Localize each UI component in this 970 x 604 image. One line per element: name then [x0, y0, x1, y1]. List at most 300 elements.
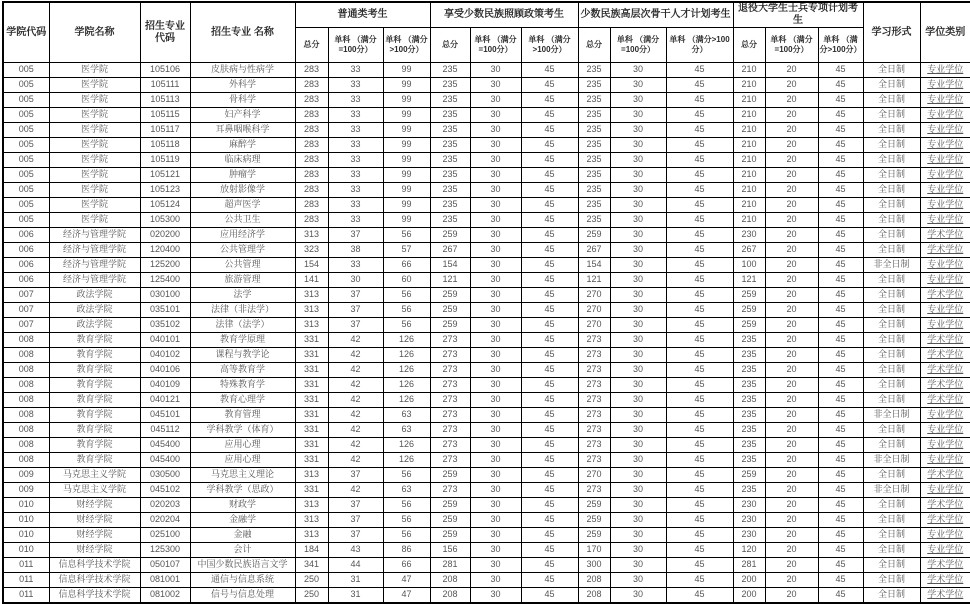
college-code-cell: 011 [3, 558, 49, 573]
degree-type-cell: 专业学位 [920, 78, 970, 93]
study-form-cell: 全日制 [863, 378, 920, 393]
table-row [3, 423, 970, 438]
college-name-cell: 医学院 [49, 123, 140, 138]
table-row [3, 78, 970, 93]
g2-single-eq100-cell: 30 [470, 108, 521, 123]
degree-type-cell: 专业学位 [920, 93, 970, 108]
g3-single-eq100-cell: 30 [610, 333, 666, 348]
degree-type-cell: 专业学位 [920, 198, 970, 213]
g2-total-cell: 235 [430, 78, 470, 93]
major-name-cell: 学科教学（体育） [190, 423, 295, 438]
g3-single-eq100-cell: 30 [610, 93, 666, 108]
g4-total-cell: 235 [733, 423, 765, 438]
table-row [3, 438, 970, 453]
g3-single-eq100-cell: 30 [610, 168, 666, 183]
college-name-cell: 教育学院 [49, 333, 140, 348]
g1-total-cell: 331 [295, 348, 328, 363]
major-name-cell: 法律（非法学） [190, 303, 295, 318]
g3-single-eq100-cell: 30 [610, 378, 666, 393]
g4-total-cell: 210 [733, 183, 765, 198]
header-g1-single-eq100: 单科 （满分=100分） [328, 28, 383, 63]
g1-total-cell: 283 [295, 78, 328, 93]
major-code-cell: 050107 [140, 558, 190, 573]
header-major-name: 招生专业 名称 [190, 2, 295, 63]
g3-total-cell: 270 [578, 303, 610, 318]
g1-total-cell: 331 [295, 333, 328, 348]
g1-single-eq100-cell: 33 [328, 213, 383, 228]
g3-single-eq100-cell: 30 [610, 588, 666, 604]
table-row [3, 258, 970, 273]
g1-total-cell: 313 [295, 513, 328, 528]
g3-single-eq100-cell: 30 [610, 63, 666, 78]
g1-single-eq100-cell: 37 [328, 288, 383, 303]
college-code-cell: 008 [3, 408, 49, 423]
g2-total-cell: 208 [430, 573, 470, 588]
g4-total-cell: 267 [733, 243, 765, 258]
g1-single-eq100-cell: 33 [328, 63, 383, 78]
table-row [3, 393, 970, 408]
g3-total-cell: 273 [578, 333, 610, 348]
g3-total-cell: 121 [578, 273, 610, 288]
g3-single-gt100-cell: 45 [666, 453, 733, 468]
g4-total-cell: 259 [733, 288, 765, 303]
g2-single-eq100-cell: 30 [470, 453, 521, 468]
g1-total-cell: 283 [295, 108, 328, 123]
g1-total-cell: 313 [295, 468, 328, 483]
g4-total-cell: 200 [733, 573, 765, 588]
g3-single-gt100-cell: 45 [666, 288, 733, 303]
g3-single-eq100-cell: 30 [610, 318, 666, 333]
g4-total-cell: 259 [733, 468, 765, 483]
header-g4-single-eq100: 单科 （满分=100分） [765, 28, 818, 63]
g1-total-cell: 283 [295, 93, 328, 108]
major-name-cell: 会计 [190, 543, 295, 558]
major-code-cell: 040121 [140, 393, 190, 408]
table-row [3, 513, 970, 528]
degree-type-cell: 学术学位 [920, 513, 970, 528]
g4-single-eq100-cell: 20 [765, 483, 818, 498]
major-code-cell: 105119 [140, 153, 190, 168]
g4-single-eq100-cell: 20 [765, 528, 818, 543]
table-row [3, 198, 970, 213]
g1-total-cell: 141 [295, 273, 328, 288]
major-name-cell: 外科学 [190, 78, 295, 93]
g2-single-gt100-cell: 45 [521, 243, 578, 258]
g3-single-eq100-cell: 30 [610, 528, 666, 543]
g2-single-eq100-cell: 30 [470, 468, 521, 483]
degree-type-cell: 学术学位 [920, 288, 970, 303]
major-name-cell: 课程与教学论 [190, 348, 295, 363]
g1-single-eq100-cell: 42 [328, 378, 383, 393]
g1-total-cell: 283 [295, 198, 328, 213]
g1-single-gt100-cell: 99 [383, 93, 430, 108]
college-name-cell: 信息科学技术学院 [49, 573, 140, 588]
g1-total-cell: 313 [295, 318, 328, 333]
college-code-cell: 010 [3, 528, 49, 543]
g3-single-gt100-cell: 45 [666, 393, 733, 408]
major-name-cell: 金融学 [190, 513, 295, 528]
study-form-cell: 全日制 [863, 63, 920, 78]
g4-single-eq100-cell: 20 [765, 453, 818, 468]
g2-single-eq100-cell: 30 [470, 558, 521, 573]
g1-total-cell: 283 [295, 123, 328, 138]
g3-single-gt100-cell: 45 [666, 363, 733, 378]
g1-single-gt100-cell: 99 [383, 108, 430, 123]
g4-single-eq100-cell: 20 [765, 378, 818, 393]
g3-single-gt100-cell: 45 [666, 348, 733, 363]
g2-total-cell: 154 [430, 258, 470, 273]
header-g3-total: 总分 [578, 28, 610, 63]
g3-total-cell: 235 [578, 108, 610, 123]
table-row [3, 168, 970, 183]
g4-single-gt100-cell: 45 [818, 198, 863, 213]
g2-single-gt100-cell: 45 [521, 78, 578, 93]
college-code-cell: 011 [3, 588, 49, 604]
g3-single-eq100-cell: 30 [610, 243, 666, 258]
major-code-cell: 105113 [140, 93, 190, 108]
g4-single-gt100-cell: 45 [818, 333, 863, 348]
header-g4-total: 总分 [733, 28, 765, 63]
header-g2-single-eq100: 单科 （满分=100分） [470, 28, 521, 63]
header-group-general-candidates: 普通类考生 [295, 2, 430, 28]
g1-single-eq100-cell: 42 [328, 438, 383, 453]
g3-single-gt100-cell: 45 [666, 168, 733, 183]
college-code-cell: 005 [3, 93, 49, 108]
college-name-cell: 教育学院 [49, 348, 140, 363]
g1-single-eq100-cell: 37 [328, 303, 383, 318]
g1-single-gt100-cell: 63 [383, 423, 430, 438]
college-code-cell: 008 [3, 348, 49, 363]
g1-total-cell: 331 [295, 453, 328, 468]
study-form-cell: 非全日制 [863, 453, 920, 468]
g2-single-gt100-cell: 45 [521, 258, 578, 273]
g1-single-gt100-cell: 56 [383, 528, 430, 543]
g1-single-eq100-cell: 33 [328, 183, 383, 198]
major-name-cell: 教育心理学 [190, 393, 295, 408]
g1-single-eq100-cell: 30 [328, 273, 383, 288]
study-form-cell: 非全日制 [863, 408, 920, 423]
g3-single-eq100-cell: 30 [610, 468, 666, 483]
college-name-cell: 财经学院 [49, 513, 140, 528]
g3-total-cell: 235 [578, 168, 610, 183]
g3-single-gt100-cell: 45 [666, 333, 733, 348]
college-code-cell: 005 [3, 108, 49, 123]
study-form-cell: 全日制 [863, 93, 920, 108]
degree-type-cell: 专业学位 [920, 138, 970, 153]
table-row [3, 213, 970, 228]
college-name-cell: 政法学院 [49, 288, 140, 303]
g4-single-eq100-cell: 20 [765, 168, 818, 183]
g1-single-eq100-cell: 44 [328, 558, 383, 573]
g1-single-eq100-cell: 38 [328, 243, 383, 258]
g4-single-gt100-cell: 45 [818, 258, 863, 273]
g3-total-cell: 270 [578, 318, 610, 333]
g3-total-cell: 259 [578, 228, 610, 243]
major-name-cell: 金融 [190, 528, 295, 543]
g4-total-cell: 259 [733, 318, 765, 333]
g2-total-cell: 273 [430, 453, 470, 468]
g2-single-eq100-cell: 30 [470, 258, 521, 273]
g2-single-eq100-cell: 30 [470, 303, 521, 318]
college-name-cell: 教育学院 [49, 378, 140, 393]
college-code-cell: 008 [3, 378, 49, 393]
g1-single-gt100-cell: 99 [383, 183, 430, 198]
g4-total-cell: 210 [733, 78, 765, 93]
college-name-cell: 医学院 [49, 108, 140, 123]
g4-total-cell: 210 [733, 168, 765, 183]
table-row [3, 228, 970, 243]
g3-single-eq100-cell: 30 [610, 303, 666, 318]
g3-single-gt100-cell: 45 [666, 258, 733, 273]
study-form-cell: 全日制 [863, 393, 920, 408]
college-name-cell: 教育学院 [49, 438, 140, 453]
major-name-cell: 高等教育学 [190, 363, 295, 378]
study-form-cell: 全日制 [863, 288, 920, 303]
g3-total-cell: 259 [578, 528, 610, 543]
g3-total-cell: 270 [578, 288, 610, 303]
major-name-cell: 教育管理 [190, 408, 295, 423]
g4-total-cell: 235 [733, 453, 765, 468]
college-name-cell: 马克思主义学院 [49, 483, 140, 498]
major-code-cell: 020200 [140, 228, 190, 243]
g4-single-eq100-cell: 20 [765, 198, 818, 213]
g2-single-eq100-cell: 30 [470, 333, 521, 348]
g2-total-cell: 267 [430, 243, 470, 258]
major-code-cell: 045400 [140, 438, 190, 453]
g4-total-cell: 281 [733, 558, 765, 573]
g4-single-eq100-cell: 20 [765, 258, 818, 273]
degree-type-cell: 专业学位 [920, 528, 970, 543]
g2-total-cell: 273 [430, 333, 470, 348]
g3-total-cell: 235 [578, 153, 610, 168]
g4-single-eq100-cell: 20 [765, 303, 818, 318]
g1-single-eq100-cell: 33 [328, 153, 383, 168]
g4-single-gt100-cell: 45 [818, 468, 863, 483]
table-row [3, 378, 970, 393]
g4-single-eq100-cell: 20 [765, 318, 818, 333]
study-form-cell: 全日制 [863, 168, 920, 183]
g4-single-gt100-cell: 45 [818, 483, 863, 498]
g2-single-gt100-cell: 45 [521, 513, 578, 528]
g3-single-eq100-cell: 30 [610, 258, 666, 273]
college-name-cell: 医学院 [49, 153, 140, 168]
g4-total-cell: 230 [733, 498, 765, 513]
g3-single-gt100-cell: 45 [666, 78, 733, 93]
college-code-cell: 005 [3, 63, 49, 78]
g4-single-eq100-cell: 20 [765, 333, 818, 348]
g1-single-gt100-cell: 99 [383, 138, 430, 153]
major-code-cell: 105300 [140, 213, 190, 228]
degree-type-cell: 专业学位 [920, 213, 970, 228]
g1-total-cell: 331 [295, 408, 328, 423]
g1-total-cell: 313 [295, 288, 328, 303]
g2-single-gt100-cell: 45 [521, 588, 578, 604]
g4-single-gt100-cell: 45 [818, 393, 863, 408]
g4-single-eq100-cell: 20 [765, 363, 818, 378]
g3-single-gt100-cell: 45 [666, 93, 733, 108]
college-name-cell: 经济与管理学院 [49, 273, 140, 288]
g3-total-cell: 273 [578, 393, 610, 408]
g1-single-gt100-cell: 47 [383, 573, 430, 588]
g1-single-gt100-cell: 57 [383, 243, 430, 258]
g4-single-eq100-cell: 20 [765, 588, 818, 604]
g1-single-gt100-cell: 99 [383, 198, 430, 213]
g3-total-cell: 270 [578, 468, 610, 483]
college-code-cell: 010 [3, 543, 49, 558]
g2-single-eq100-cell: 30 [470, 153, 521, 168]
major-code-cell: 040109 [140, 378, 190, 393]
g4-single-gt100-cell: 45 [818, 363, 863, 378]
study-form-cell: 非全日制 [863, 258, 920, 273]
g3-total-cell: 208 [578, 588, 610, 604]
g1-total-cell: 283 [295, 213, 328, 228]
g1-single-eq100-cell: 42 [328, 348, 383, 363]
g3-single-gt100-cell: 45 [666, 483, 733, 498]
g1-single-eq100-cell: 37 [328, 498, 383, 513]
g3-single-eq100-cell: 30 [610, 453, 666, 468]
g4-single-gt100-cell: 45 [818, 273, 863, 288]
g4-total-cell: 210 [733, 63, 765, 78]
g2-single-eq100-cell: 30 [470, 213, 521, 228]
g3-single-eq100-cell: 30 [610, 183, 666, 198]
table-row [3, 303, 970, 318]
g4-single-gt100-cell: 45 [818, 573, 863, 588]
college-name-cell: 经济与管理学院 [49, 243, 140, 258]
table-row [3, 453, 970, 468]
g1-total-cell: 331 [295, 438, 328, 453]
g4-single-gt100-cell: 45 [818, 348, 863, 363]
g4-single-gt100-cell: 45 [818, 108, 863, 123]
g3-total-cell: 259 [578, 498, 610, 513]
college-name-cell: 经济与管理学院 [49, 258, 140, 273]
g3-single-eq100-cell: 30 [610, 108, 666, 123]
g2-single-gt100-cell: 45 [521, 183, 578, 198]
header-degree-type: 学位类别 [920, 2, 970, 63]
g4-single-gt100-cell: 45 [818, 93, 863, 108]
g2-single-gt100-cell: 45 [521, 228, 578, 243]
study-form-cell: 全日制 [863, 228, 920, 243]
g1-single-gt100-cell: 99 [383, 213, 430, 228]
g2-total-cell: 281 [430, 558, 470, 573]
major-name-cell: 法律（法学） [190, 318, 295, 333]
g2-single-eq100-cell: 30 [470, 123, 521, 138]
g1-total-cell: 331 [295, 423, 328, 438]
g4-single-gt100-cell: 45 [818, 183, 863, 198]
g2-single-eq100-cell: 30 [470, 588, 521, 604]
g2-total-cell: 259 [430, 468, 470, 483]
g2-single-gt100-cell: 45 [521, 528, 578, 543]
g2-single-eq100-cell: 30 [470, 393, 521, 408]
g1-total-cell: 341 [295, 558, 328, 573]
college-name-cell: 教育学院 [49, 363, 140, 378]
g3-single-eq100-cell: 30 [610, 138, 666, 153]
college-code-cell: 011 [3, 573, 49, 588]
degree-type-cell: 学术学位 [920, 588, 970, 604]
g4-total-cell: 100 [733, 258, 765, 273]
g2-single-eq100-cell: 30 [470, 318, 521, 333]
g1-single-eq100-cell: 33 [328, 123, 383, 138]
g1-single-eq100-cell: 31 [328, 588, 383, 604]
study-form-cell: 全日制 [863, 243, 920, 258]
college-code-cell: 009 [3, 483, 49, 498]
study-form-cell: 全日制 [863, 348, 920, 363]
major-code-cell: 105118 [140, 138, 190, 153]
g2-single-gt100-cell: 45 [521, 393, 578, 408]
g3-single-gt100-cell: 45 [666, 588, 733, 604]
g1-single-eq100-cell: 37 [328, 468, 383, 483]
g4-single-eq100-cell: 20 [765, 213, 818, 228]
major-code-cell: 081001 [140, 573, 190, 588]
g4-total-cell: 121 [733, 273, 765, 288]
g4-total-cell: 235 [733, 393, 765, 408]
g2-single-eq100-cell: 30 [470, 408, 521, 423]
college-code-cell: 005 [3, 78, 49, 93]
table-row [3, 573, 970, 588]
g1-total-cell: 184 [295, 543, 328, 558]
g3-total-cell: 273 [578, 408, 610, 423]
g2-total-cell: 259 [430, 288, 470, 303]
major-code-cell: 020204 [140, 513, 190, 528]
g1-total-cell: 323 [295, 243, 328, 258]
g4-single-eq100-cell: 20 [765, 393, 818, 408]
table-row [3, 363, 970, 378]
college-name-cell: 经济与管理学院 [49, 228, 140, 243]
major-code-cell: 030500 [140, 468, 190, 483]
g1-total-cell: 331 [295, 378, 328, 393]
degree-type-cell: 学术学位 [920, 558, 970, 573]
g3-total-cell: 235 [578, 78, 610, 93]
college-name-cell: 教育学院 [49, 423, 140, 438]
table-row [3, 138, 970, 153]
g2-single-gt100-cell: 45 [521, 138, 578, 153]
major-name-cell: 应用心理 [190, 438, 295, 453]
g1-total-cell: 331 [295, 363, 328, 378]
table-row [3, 273, 970, 288]
major-name-cell: 特殊教育学 [190, 378, 295, 393]
g3-single-gt100-cell: 45 [666, 423, 733, 438]
major-code-cell: 105106 [140, 63, 190, 78]
g1-single-gt100-cell: 99 [383, 168, 430, 183]
college-name-cell: 马克思主义学院 [49, 468, 140, 483]
g3-single-eq100-cell: 30 [610, 543, 666, 558]
degree-type-cell: 专业学位 [920, 168, 970, 183]
college-code-cell: 005 [3, 168, 49, 183]
g2-single-eq100-cell: 30 [470, 78, 521, 93]
g4-single-gt100-cell: 45 [818, 153, 863, 168]
major-name-cell: 妇产科学 [190, 108, 295, 123]
degree-type-cell: 专业学位 [920, 108, 970, 123]
study-form-cell: 全日制 [863, 528, 920, 543]
degree-type-cell: 学术学位 [920, 333, 970, 348]
g3-single-gt100-cell: 45 [666, 378, 733, 393]
g3-single-gt100-cell: 45 [666, 513, 733, 528]
g1-single-gt100-cell: 56 [383, 303, 430, 318]
g4-single-gt100-cell: 45 [818, 138, 863, 153]
college-code-cell: 005 [3, 138, 49, 153]
study-form-cell: 全日制 [863, 363, 920, 378]
g2-single-eq100-cell: 30 [470, 183, 521, 198]
g4-single-gt100-cell: 45 [818, 318, 863, 333]
header-g2-single-gt100: 单科 （满分>100分） [521, 28, 578, 63]
g3-single-gt100-cell: 45 [666, 408, 733, 423]
g2-single-gt100-cell: 45 [521, 123, 578, 138]
major-code-cell: 105123 [140, 183, 190, 198]
college-name-cell: 政法学院 [49, 318, 140, 333]
g2-total-cell: 235 [430, 108, 470, 123]
major-code-cell: 105115 [140, 108, 190, 123]
table-row [3, 318, 970, 333]
major-name-cell: 学科教学（思政） [190, 483, 295, 498]
